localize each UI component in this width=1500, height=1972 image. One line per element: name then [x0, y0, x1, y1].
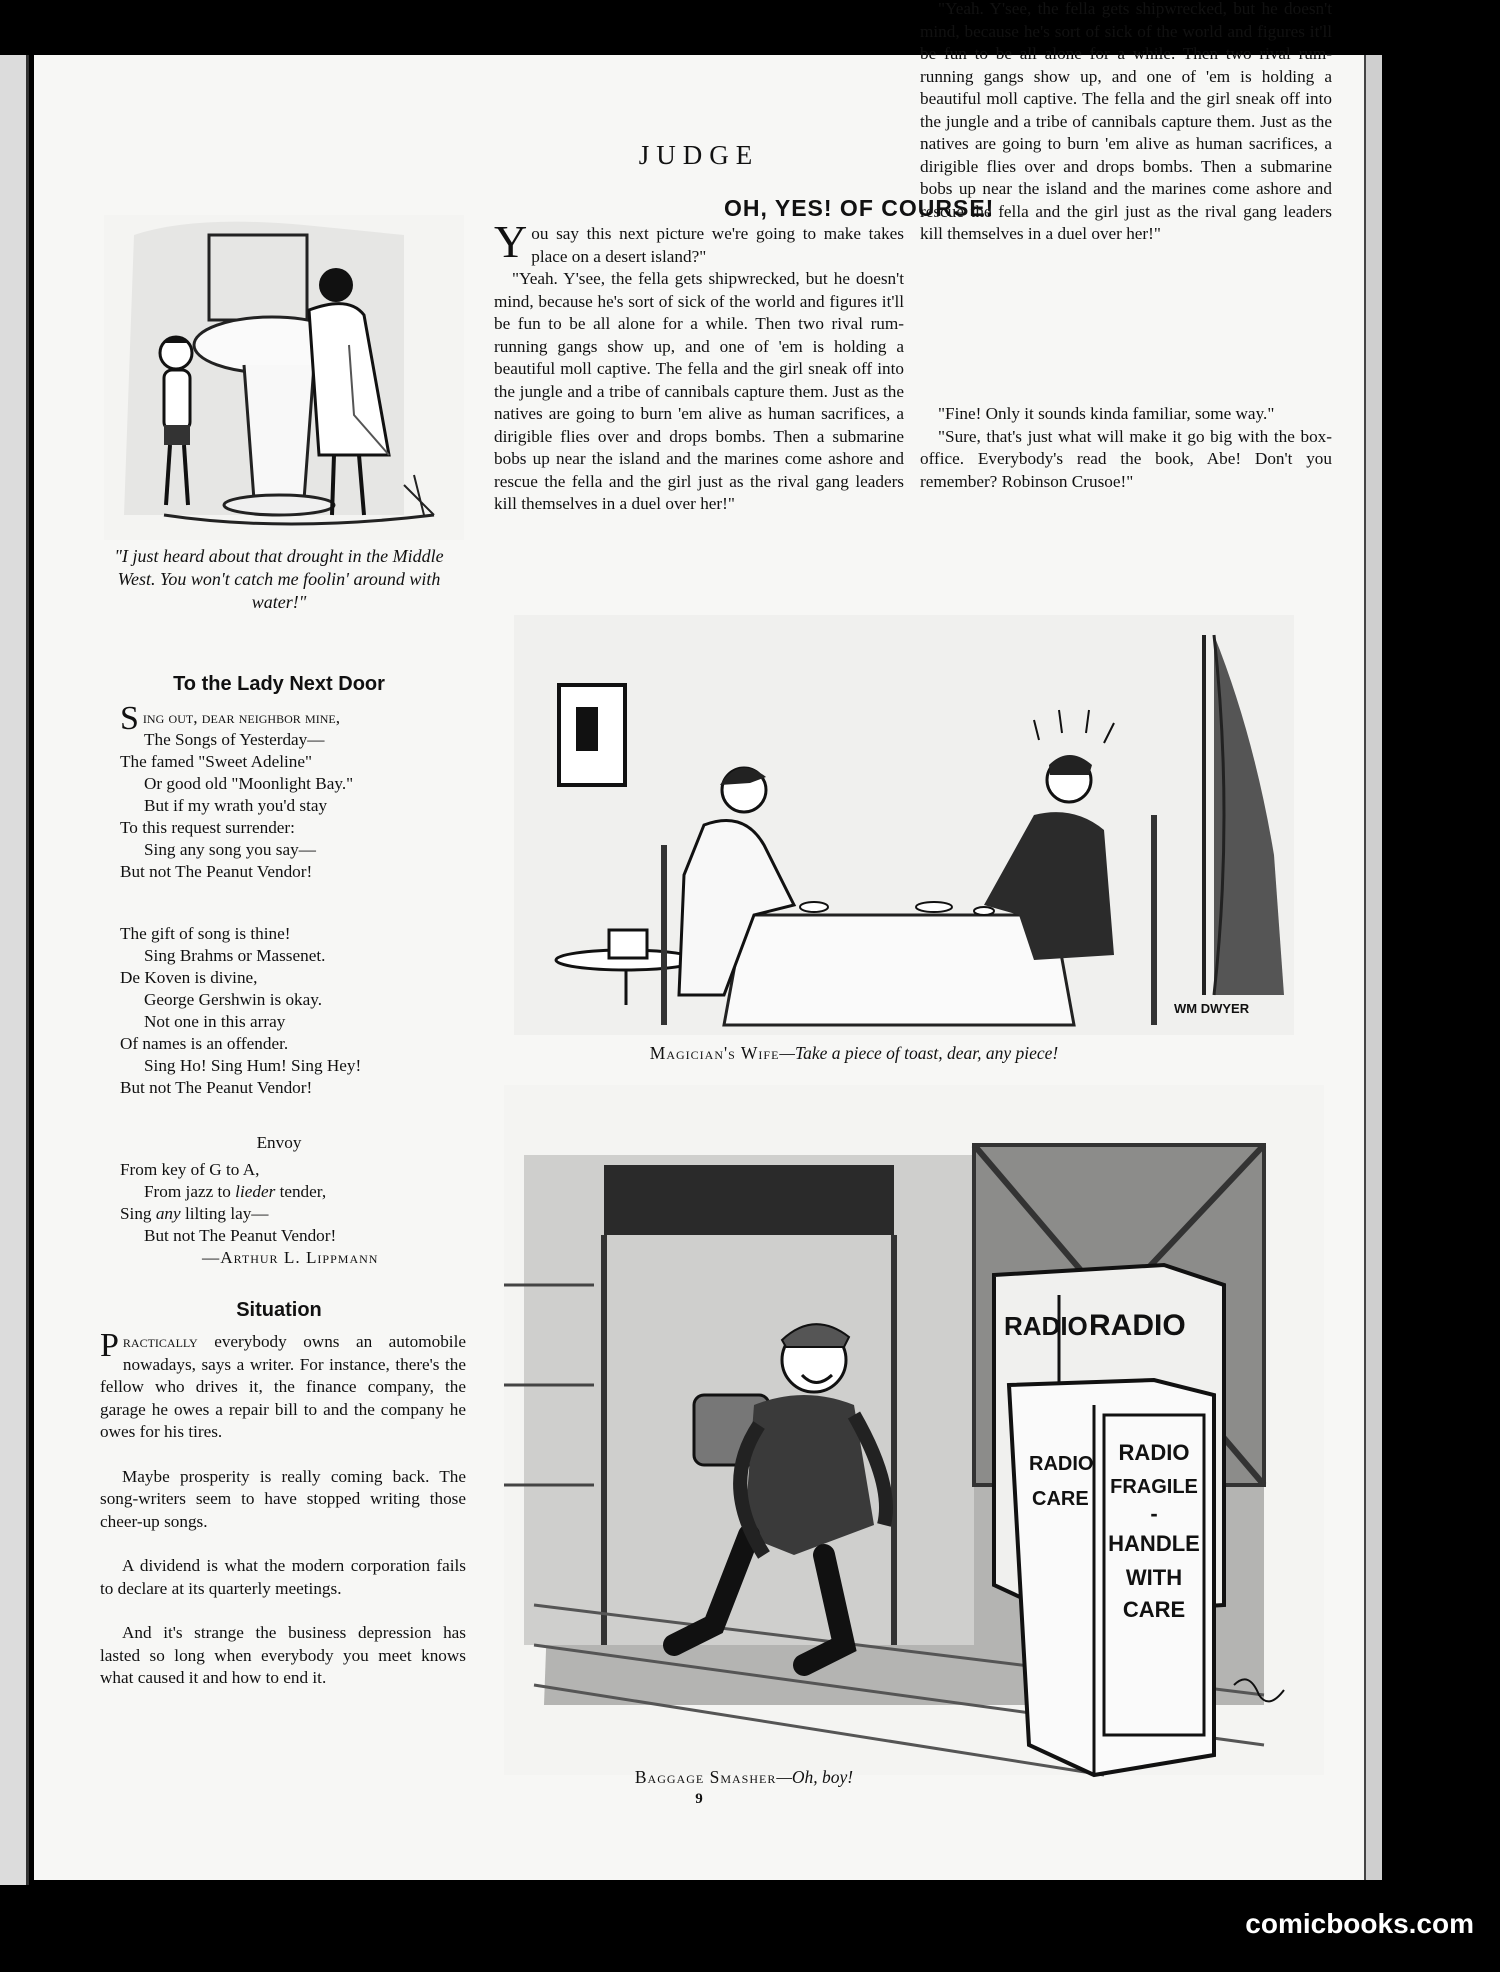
magazine-page	[34, 0, 1364, 1880]
story-title: OH, YES! OF COURSE!	[724, 195, 995, 221]
crate-label: FRAGILE	[1110, 1476, 1198, 1498]
situation-para: And it's strange the business depression has lasted so long when everybody you meet knows what caused it and how to end it.	[100, 1623, 466, 1687]
story-para: "Yeah. Y'see, the fella gets shipwrecked, but he doesn't mind, because he's sort of sick of the world and figures it'll be fun to be all alone for a while. Then two rival rum-running gangs show up, and one of 'em is holding a beautiful moll captive. The fella and the girl sneak off into the jungle and a tribe of cannibals capture them. Just as the natives are going to burn 'em alive as human sacrifices, a dirigible flies over and drops bombs. Then a submarine bobs up near the island and the marines come ashore and rescue the fella and the girl just as the rival gang leaders kill themselves in a duel over her!"	[494, 269, 904, 513]
story-para: "Sure, that's just what will make it go big with the box-office. Everybody's read the book, Abe! Don't you remember? Robinson Crusoe!"	[920, 426, 1332, 491]
poem-line: From key of G to A,	[120, 1160, 260, 1179]
poem-first-line	[120, 700, 353, 737]
situation-title: Situation	[236, 1299, 322, 1321]
poem-first-line-text: ing out, dear neighbor mine,	[142, 708, 341, 727]
crate-label: RADIO	[1089, 1309, 1186, 1342]
cartoon-washbasin	[104, 215, 464, 540]
envoy-title: Envoy	[256, 1133, 302, 1152]
crate-label: HANDLE	[1108, 1531, 1200, 1556]
cartoon-magicians-wife-caption: Magician's Wife—Take a piece of toast, dear, any piece!	[649, 1043, 1059, 1063]
crate-label: RADIO	[1118, 1440, 1190, 1465]
masthead: JUDGE	[638, 140, 760, 170]
cartoon-baggage-smasher	[504, 1085, 1324, 1775]
poem-line: Not one in this array	[144, 1012, 286, 1031]
poem-author: —Arthur L. Lippmann	[202, 1248, 379, 1267]
facing-page-edge	[0, 55, 29, 1885]
cartoon-signature: WM DWYER	[1174, 1001, 1250, 1016]
poem-line: But if my wrath you'd stay	[144, 796, 328, 815]
poem-line: Sing Brahms or Massenet.	[144, 946, 326, 965]
poem-line: Sing Ho! Sing Hum! Sing Hey!	[144, 1056, 362, 1075]
poem-line: Or good old "Moonlight Bay."	[144, 774, 354, 793]
poem-line: From jazz to lieder tender,	[144, 1182, 327, 1201]
cartoon-baggage-smasher-caption: Baggage Smasher—Oh, boy!	[634, 1767, 854, 1787]
poem-dropcap: S	[120, 700, 139, 737]
crate-label: CARE	[1032, 1488, 1089, 1510]
situation-para: Maybe prosperity is really coming back. The song-writers seem to have stopped writing those cheer-up songs.	[100, 1466, 466, 1531]
story-column-right	[920, 0, 1332, 493]
poem-line: But not The Peanut Vendor!	[120, 862, 313, 881]
crate-label: RADIO	[1029, 1453, 1094, 1475]
poem-line: To this request surrender:	[120, 818, 295, 837]
watermark: comicbooks.com	[1245, 1908, 1474, 1939]
situation-column	[100, 1327, 466, 1712]
poem-title: To the Lady Next Door	[173, 673, 385, 695]
situation-para: Practically everybody owns an automobile nowadays, says a writer. For instance, there's the fellow who drives it, the finance company, the garage he owes a repair bill to and the company he owes for his tires.	[100, 1327, 466, 1441]
poem-envoy	[120, 1159, 378, 1269]
poem-stanza-2	[120, 923, 361, 1099]
poem-line: But not The Peanut Vendor!	[144, 1226, 337, 1245]
cartoon-magicians-wife	[514, 615, 1294, 1035]
poem-line: De Koven is divine,	[120, 968, 258, 987]
page-number: 9	[695, 1791, 703, 1807]
page-edge	[1364, 55, 1382, 1880]
situation-para: A dividend is what the modern corporation fails to declare at its quarterly meetings.	[100, 1556, 466, 1598]
poem-line: The gift of song is thine!	[120, 924, 291, 943]
crate-label: WITH	[1125, 1565, 1183, 1590]
story-para: You say this next picture we're going to make takes place on a desert island?"	[494, 216, 904, 267]
poem-line: But not The Peanut Vendor!	[120, 1078, 313, 1097]
story-para-continued: "Yeah. Y'see, the fella gets shipwrecked, but he doesn't mind, because he's sort of sick of the world and figures it'll be fun to be all alone for a while. Then two rival rum-running gangs show up, and one of 'em is holding a beautiful moll captive. The fella and the girl sneak off into the jungle and a tribe of cannibals capture them. Just as the natives are going to burn 'em alive as human sacrifices, a dirigible flies over and drops bombs. Then a submarine bobs up near the island and the marines come ashore and rescue the fella and the girl just as the rival gang leaders kill themselves in a duel over her!"	[920, 0, 1332, 243]
crate-label: RADIO	[1004, 1311, 1088, 1341]
cartoon-washbasin-caption: "I just heard about that drought in the Middle West. You won't catch me foolin' around with water!"	[114, 546, 444, 612]
poem-line: Of names is an offender.	[120, 1034, 289, 1053]
crate-label: CARE	[1122, 1597, 1186, 1622]
poem-line: The famed "Sweet Adeline"	[120, 752, 313, 771]
poem-stanza-1	[120, 700, 354, 883]
poem-line: Sing any lilting lay—	[120, 1204, 269, 1223]
crate-label: -	[1150, 1501, 1158, 1526]
poem-line: Sing any song you say—	[144, 840, 316, 859]
poem-line: The Songs of Yesterday—	[144, 730, 325, 749]
poem-line: George Gershwin is okay.	[144, 990, 323, 1009]
story-para: "Fine! Only it sounds kinda familiar, some way."	[938, 404, 1275, 423]
story-column-left	[494, 216, 904, 513]
